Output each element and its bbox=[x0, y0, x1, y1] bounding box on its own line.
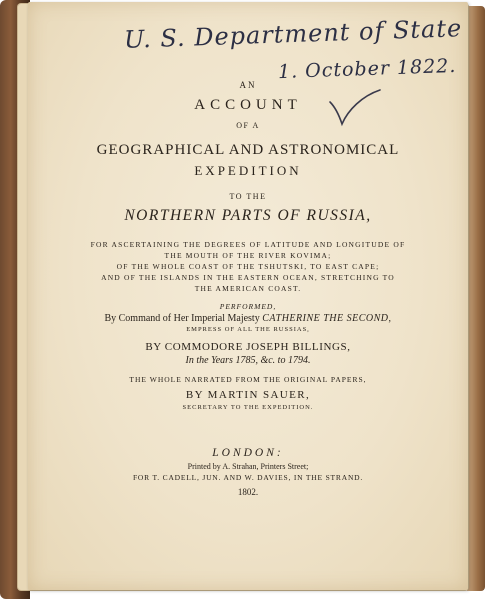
purpose-line: AND OF THE ISLANDS IN THE EASTERN OCEAN, STRETCHING TO bbox=[101, 273, 395, 282]
purpose-line: OF THE WHOLE COAST OF THE TSHUTSKI, TO EAST CAPE; bbox=[116, 262, 380, 271]
imprint-year: 1802. bbox=[237, 487, 259, 497]
imprint-printer: Printed by A. Strahan, Printers Street; bbox=[187, 462, 309, 471]
title-of-a: OF A bbox=[236, 121, 260, 130]
title-to-the: TO THE bbox=[229, 192, 267, 201]
purpose-line: THE AMERICAN COAST. bbox=[194, 284, 302, 293]
narrated-line: THE WHOLE NARRATED FROM THE ORIGINAL PAPERS, bbox=[129, 375, 367, 384]
secretary-line: SECRETARY TO THE EXPEDITION. bbox=[182, 404, 314, 411]
title-an: AN bbox=[239, 80, 257, 90]
purpose-line: FOR ASCERTAINING THE DEGREES OF LATITUDE AND LONGITUDE OF bbox=[90, 240, 406, 249]
purpose-line: THE MOUTH OF THE RIVER KOVIMA; bbox=[164, 251, 332, 260]
title-expedition: EXPEDITION bbox=[194, 163, 302, 178]
imprint-publisher: FOR T. CADELL, JUN. AND W. DAVIES, IN THE STRAND. bbox=[132, 473, 364, 482]
title-account: ACCOUNT bbox=[194, 97, 302, 113]
cover-edge bbox=[467, 6, 485, 591]
title-page bbox=[28, 2, 468, 590]
by-command-prefix: By Command of Her Imperial Majesty bbox=[104, 313, 260, 324]
performed-label: PERFORMED, bbox=[219, 302, 277, 311]
inscription-line-1: U. S. Department of State bbox=[123, 14, 463, 54]
empress-line: EMPRESS OF ALL THE RUSSIAS, bbox=[186, 326, 310, 333]
title-geographical: GEOGRAPHICAL AND ASTRONOMICAL bbox=[96, 142, 400, 158]
imprint-london: LONDON: bbox=[212, 447, 284, 459]
title-northern-parts: NORTHERN PARTS OF RUSSIA, bbox=[124, 207, 372, 224]
commodore-line: BY COMMODORE JOSEPH BILLINGS, bbox=[145, 341, 351, 353]
by-command-name: CATHERINE THE SECOND, bbox=[262, 313, 392, 324]
years-line: In the Years 1785, &c. to 1794. bbox=[185, 355, 311, 366]
by-command-line bbox=[28, 313, 468, 324]
inscription-line-2: 1. October 1822. bbox=[277, 54, 457, 84]
author-line: BY MARTIN SAUER, bbox=[185, 389, 311, 401]
